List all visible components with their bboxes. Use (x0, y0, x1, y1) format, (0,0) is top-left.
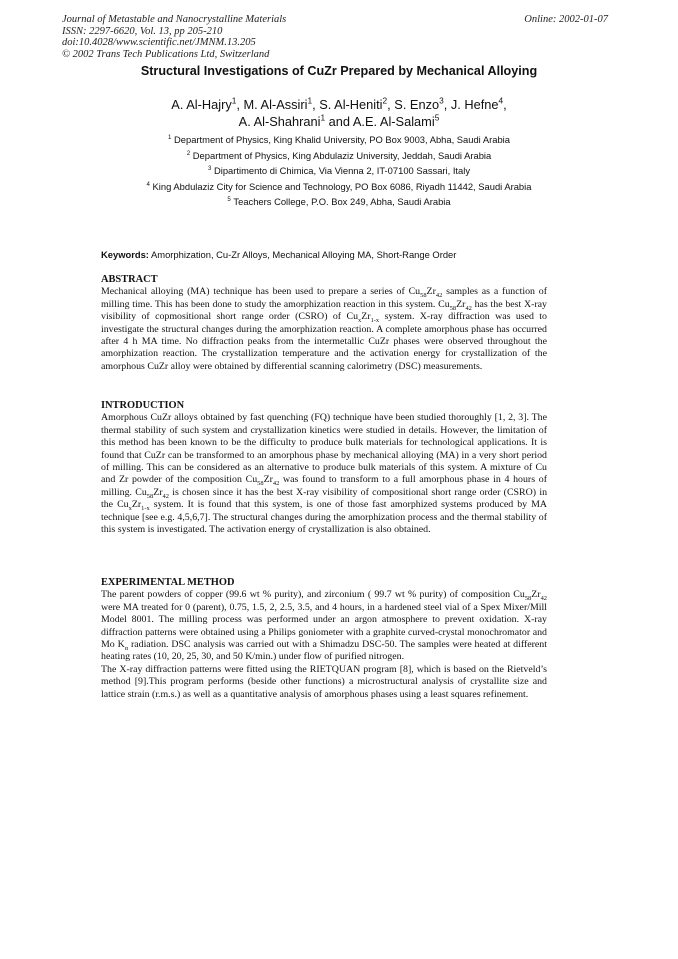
text-run: Mechanical alloying (MA) technique has been used to prepare a series of (101, 286, 409, 298)
element-symbol: Zr (426, 286, 436, 298)
subscript: 1-x (370, 317, 380, 325)
abstract-heading: ABSTRACT (101, 274, 158, 285)
element-symbol: Cu (245, 474, 258, 486)
formula (346, 311, 380, 325)
element-symbol: Zr (263, 474, 273, 486)
formula (513, 589, 547, 603)
author-name: S. Enzo (394, 97, 440, 112)
author-name: A. Al-Hajry (171, 97, 232, 112)
author-affil-mark: 4 (498, 95, 504, 106)
subscript: α (124, 645, 129, 652)
subscript: x (358, 317, 362, 325)
experimental-paragraph: The X-ray diffraction patterns were fitted using the RIETQUAN program [8], which is based on the Rietveld’s method [9].This program performs (beside other functions) a microstructural analysis of crystallite size and lattice strain (r.m.s.) as well as a quantitative analysis of amorphous phases using a least squares refinement. (101, 663, 547, 700)
text-run: samples as a function of milling time. This has been done to study the amorphization reaction in this system. (101, 286, 548, 310)
experimental-section (101, 577, 547, 701)
element-symbol: Cu (346, 311, 359, 323)
copyright-line: © 2002 Trans Tech Publications Ltd, Switzerland (62, 48, 270, 60)
text-run: system. It is found that this system, is one of those fast amorphized systems produced by MA technique [see e.g. 4,5,6,7]. The structural changes during the amorphization process and the thermal stability of this system is investigated. The activation energy of crystallization is also obtained. (101, 499, 547, 536)
subscript: 42 (435, 292, 443, 300)
author-affil-mark: 5 (434, 112, 440, 123)
author-affil-mark: 1 (231, 95, 237, 106)
element-symbol: Zr (456, 298, 466, 310)
affiliation-text: Department of Physics, King Abdulaziz University, Jeddah, Saudi Arabia (192, 149, 492, 161)
author-name: M. Al-Assiri (243, 97, 308, 112)
keywords-line (101, 249, 571, 260)
affiliation (0, 179, 678, 195)
abstract-paragraph (101, 286, 547, 373)
element-symbol: Cu (117, 499, 129, 511)
element-symbol: Cu (513, 589, 525, 601)
experimental-heading: EXPERIMENTAL METHOD (101, 577, 235, 588)
author-affil-mark: 3 (439, 95, 444, 106)
element-symbol: Zr (361, 311, 371, 323)
author-line-2 (0, 113, 678, 130)
doi-line[interactable]: doi:10.4028/www.scientific.net/JMNM.13.205 (62, 37, 256, 49)
formula (438, 299, 472, 310)
author-affil-mark: 2 (382, 95, 388, 106)
affiliation-number: 1 (168, 133, 172, 141)
subscript: 58 (257, 480, 264, 488)
affiliation-number: 4 (146, 180, 150, 188)
subscript: 1-x (141, 505, 150, 513)
affiliation (0, 194, 678, 210)
affiliation-text: Teachers College, P.O. Box 249, Abha, Saudi Arabia (233, 196, 451, 208)
subscript: 42 (465, 304, 472, 312)
element-symbol: Cu (438, 298, 450, 310)
journal-header (62, 14, 286, 60)
affiliation (0, 132, 678, 148)
subscript: 58 (524, 595, 532, 603)
keywords-text: Amorphization, Cu-Zr Alloys, Mechanical Alloying MA, Short-Range Order (151, 249, 457, 260)
author-list (0, 96, 678, 130)
introduction-paragraph (101, 412, 547, 536)
text-run: were MA treated for 0 (parent), 0.75, 1.5, 2, 2.5, 3.5, and 4 hours, in a hardened steel vial of a Spex Mixer/Mill Model 8001. The milling process was performed under an argon atmosphere to prevent oxidation. X-ray diffraction patterns were obtained using a Philips goniometer with a graphite curved-crystal monochromator and Mo K (101, 601, 547, 651)
affiliation-number: 3 (207, 165, 212, 173)
paper-title: Structural Investigations of CuZr Prepared by Mechanical Alloying (140, 64, 538, 78)
text-run: is chosen since it has the best X-ray visibility of compositional short range order (CSRO) in the (101, 486, 548, 511)
affiliation-text: Dipartimento di Chimica, Via Vienna 2, IT-07100 Sassari, Italy (213, 165, 471, 177)
affiliation (0, 148, 678, 164)
formula (135, 487, 169, 498)
issn-line: ISSN: 2297-6620, Vol. 13, pp 205-210 (62, 25, 223, 37)
affiliation-text: King Abdulaziz City for Science and Technology, PO Box 6086, Riyadh 11442, Saudi Arabia (152, 180, 532, 192)
introduction-section (101, 400, 547, 536)
author-line-1: A. Al-Hajry$^1$, M. Al-Assiri$^1$, S. Al-Heniti$^2$, S. Enzo$^3$, J. Hefne$^4$, (171, 95, 507, 112)
text-run: was found to transform to a full amorphous phase in 4 hours of milling. (101, 474, 548, 498)
subscript: 42 (272, 480, 280, 488)
subscript: 42 (540, 595, 547, 603)
journal-name: Journal of Metastable and Nanocrystalline Materials (62, 14, 287, 25)
affiliation-list (0, 132, 678, 210)
subscript: 58 (449, 304, 457, 312)
text-run: Amorphous CuZr alloys obtained by fast quenching (FQ) technique have been studied thoroughly [1, 2, 3]. The thermal stability of such system and crystallization kinetics were studied in details. However, the limitation of this method has been known to be the difficulty to produce bulk materials for technological applications. It is found that CuZr can be transformed to an amorphous phase by mechanical alloying (MA) in a very short period of milling. This can be considered as an alternative to produce bulk materials of this system. A mixture of Cu and Zr powder of the composition (101, 412, 547, 486)
text-run: The parent powders of copper (99.6 wt % purity), and zirconium ( 99.7 wt % purity) of composition (101, 589, 514, 601)
author-affil-mark: 1 (320, 112, 326, 123)
text-run: system. X-ray diffraction was used to investigate the structural changes during the amorphization reaction. A complete amorphous phase has occurred after 4 h MA time. No diffraction peaks from the intermetallic CuZr phases were observed throughout the amorphization reaction. The crystallization temperature and the activation energy for crystallization of the amorphous CuZr alloy were obtained by differential scanning calorimetry (DSC) measurements. (101, 311, 547, 372)
element-symbol: Cu (135, 486, 147, 498)
element-symbol: Cu (408, 286, 421, 298)
author-conjunction: and (328, 114, 351, 129)
affiliation-number: 2 (186, 149, 191, 157)
keywords-label: Keywords: (101, 249, 149, 260)
formula (245, 474, 280, 488)
experimental-paragraph (101, 589, 547, 663)
formula (408, 286, 443, 300)
formula (117, 499, 150, 513)
element-symbol: Zr (153, 486, 163, 498)
affiliation-text: Department of Physics, King Khalid University, PO Box 9003, Abha, Saudi Arabia (174, 134, 510, 145)
element-symbol: Zr (531, 589, 541, 601)
author-name: A.E. Al-Salami (352, 114, 435, 129)
subscript: 42 (162, 492, 169, 500)
subscript: 58 (420, 292, 427, 300)
author-name: S. Al-Heniti (319, 97, 383, 112)
introduction-heading: INTRODUCTION (101, 400, 185, 411)
online-date: Online: 2002-01-07 (524, 14, 608, 25)
affiliation (0, 163, 678, 179)
element-symbol: Zr (131, 499, 142, 511)
author-name: J. Hefne (450, 97, 499, 112)
author-affil-mark: 1 (307, 95, 313, 106)
abstract-section (101, 274, 547, 373)
text-run: has the best X-ray visibility of copmositional short range order (CSRO) of (101, 298, 547, 323)
author-name: A. Al-Shahrani (238, 114, 321, 129)
text-run: radiation. DSC analysis was carried out with a Shimadzu DSC-50. The samples were heated at different heating rates (10, 20, 25, 30, and 50 K/min.) under flow of purified nitrogen. (101, 639, 547, 663)
affiliation-number: 5 (227, 196, 231, 204)
subscript: 58 (146, 492, 154, 500)
subscript: x (128, 505, 132, 513)
